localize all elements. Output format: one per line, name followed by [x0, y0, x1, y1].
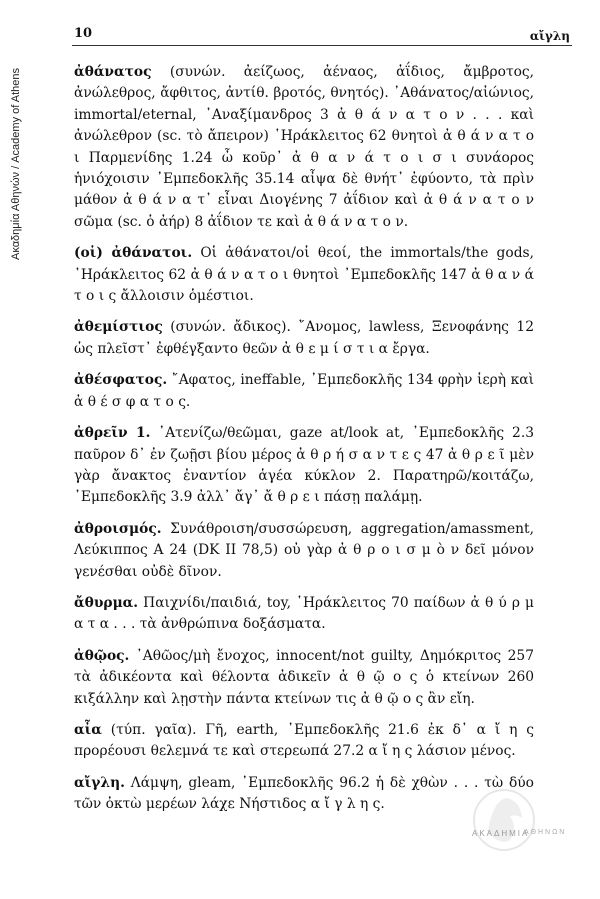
- watermark-left-text: ΑΚΑΔΗΜΙΑ: [472, 829, 530, 838]
- entry-text: (συνών. ἄδικος). ῎Ανομος, lawless, Ξενοφάνης 12 ὡς πλεῖστ᾽ ἐφθέγξαντο θεῶν ἀ θ ε μ ί σ τ ι α ἔργα.: [74, 319, 534, 357]
- entry-athroismos: [74, 519, 534, 583]
- entry-athrein: [74, 423, 534, 509]
- dictionary-body: [74, 62, 534, 826]
- side-label: Ακαδημία Αθηνών / Academy of Athens: [10, 67, 22, 260]
- headword: ἀθρεῖν 1.: [74, 425, 151, 442]
- entry-athoos: [74, 646, 534, 710]
- page-number: 10: [74, 26, 93, 41]
- entry-text: Οἱ ἀθάνατοι/οἱ θεοί, the immortals/the gods, ῾Ηράκλειτος 62 ἀ θ ά ν α τ ο ι θνητοὶ ᾽Εμπεδοκλῆς 147 ἀ θ α ν ά τ ο ι ς ἄλλοισιν ὁμέστιοι.: [74, 245, 534, 305]
- headword: ἀθῷος.: [74, 647, 130, 664]
- entry-text: Λάμψη, gleam, ᾽Εμπεδοκλῆς 96.2 ἡ δὲ χθὼν . . . τὼ δύο τῶν ὀκτὼ μερέων λάχε Νήστιδος α ἴ γ λ η ς.: [74, 774, 534, 813]
- entry-text: (συνών. ἀείζωος, ἀέναος, ἀΐδιος, ἄμβροτος, ἀνώλεθρος, ἄφθιτος, ἀντίθ. βροτός, θνητός). ᾽Αθάνατος/αἰώνιος, immortal/eternal, ᾽Αναξίμανδρος 3 ἀ θ ά ν α τ ο ν . . . καὶ ἀνώλεθρον (sc. τὸ ἄπειρον) ῾Ηράκλειτος 62 θνητοὶ ἀ θ ά ν α τ ο ι Παρμενίδης 1.24 ὦ κοῦρ᾽ ἀ θ α ν ά τ ο ι σ ι συνάορος ἡνιόχοισιν ᾽Εμπεδοκλῆς 35.14 αἶψα δὲ θνήτ᾽ ἐφύοντο, τὰ πρὶν μάθον ἀ θ ά ν α τ᾽ εἶναι Διογένης 7 ἀΐδιον καὶ ἀ θ ά ν α τ ο ν σῶμα (sc. ὁ ἀήρ) 8 ἀΐδιον τε καὶ ἀ θ ά ν α τ ο ν.: [74, 64, 534, 230]
- entry-athanatos: [74, 62, 534, 233]
- entry-text: ᾽Ατενίζω/θεῶμαι, gaze at/look at, ᾽Εμπεδοκλῆς 2.3 παῦρον δ᾽ ἐν ζωῇσι βίου μέρος ἀ θ ρ ή σ α ν τ ε ς 47 ἀ θ ρ ε ῖ μὲν γὰρ ἄνακτος ἐναντίον ἁγέα κύκλον 2. Παρατηρῶ/κοιτάζω, ᾽Εμπεδοκλῆς 3.9 ἀλλ᾽ ἄγ᾽ ἄ θ ρ ε ι πάσῃ παλάμῃ.: [74, 425, 534, 506]
- headword: ἄθυρμα.: [74, 594, 139, 611]
- header-rule: [72, 45, 572, 46]
- entry-aia: [74, 720, 534, 763]
- running-head: αἴγλη: [529, 29, 570, 43]
- headword: (οἱ) ἀθάνατοι.: [74, 245, 193, 262]
- entry-text: Συνάθροιση/συσσώρευση, aggregation/amassment, Λεύκιππος Α 24 (DK II 78,5) οὐ γὰρ ἀ θ ρ ο ι σ μ ὸ ν δεῖ μόνον γενέσθαι οὐδὲ δῖνον.: [74, 520, 534, 580]
- entry-text: ῎Αφατος, ineffable, ᾽Εμπεδοκλῆς 134 φρὴν ἱερὴ καὶ ἀ θ έ σ φ α τ ο ς.: [74, 372, 534, 410]
- headword: ἀθροισμός.: [74, 520, 162, 537]
- headword: αἴγλη.: [74, 774, 125, 791]
- headword: ἀθέσφατος.: [74, 372, 168, 389]
- entry-athemistios: [74, 317, 534, 360]
- headword: ἀθάνατος: [74, 64, 152, 80]
- headword: αἶα: [74, 721, 102, 738]
- entry-athanatoi: [74, 243, 534, 307]
- entry-text: ᾽Αθῶος/μὴ ἔνοχος, innocent/not guilty, Δημόκριτος 257 τὰ ἀδικέοντα καὶ θέλοντα ἀδικεῖν ἀ θ ῷ ο ς ὁ κτείνων 260 κιξάλλην καὶ λῃστὴν πάντα κτείνων τις ἀ θ ῷ ο ς ἂν εἴη.: [74, 647, 534, 707]
- entry-text: (τύπ. γαῖα). Γῆ, earth, ᾽Εμπεδοκλῆς 21.6 ἐκ δ᾽ α ἴ η ς προρέουσι θελεμνά τε καὶ στερεωπά 27.2 α ἴ η ς λάσιον μένος.: [74, 721, 534, 760]
- headword: ἀθεμίστιος: [74, 319, 163, 336]
- watermark-right-text: ΑΘΗΝΩΝ: [524, 829, 567, 836]
- entry-text: Παιχνίδι/παιδιά, toy, ῾Ηράκλειτος 70 παίδων ἀ θ ύ ρ μ α τ α . . . τὰ ἀνθρώπινα δοξάσματα.: [74, 594, 534, 633]
- entry-athyrma: [74, 593, 534, 636]
- entry-athesfatos: [74, 370, 534, 413]
